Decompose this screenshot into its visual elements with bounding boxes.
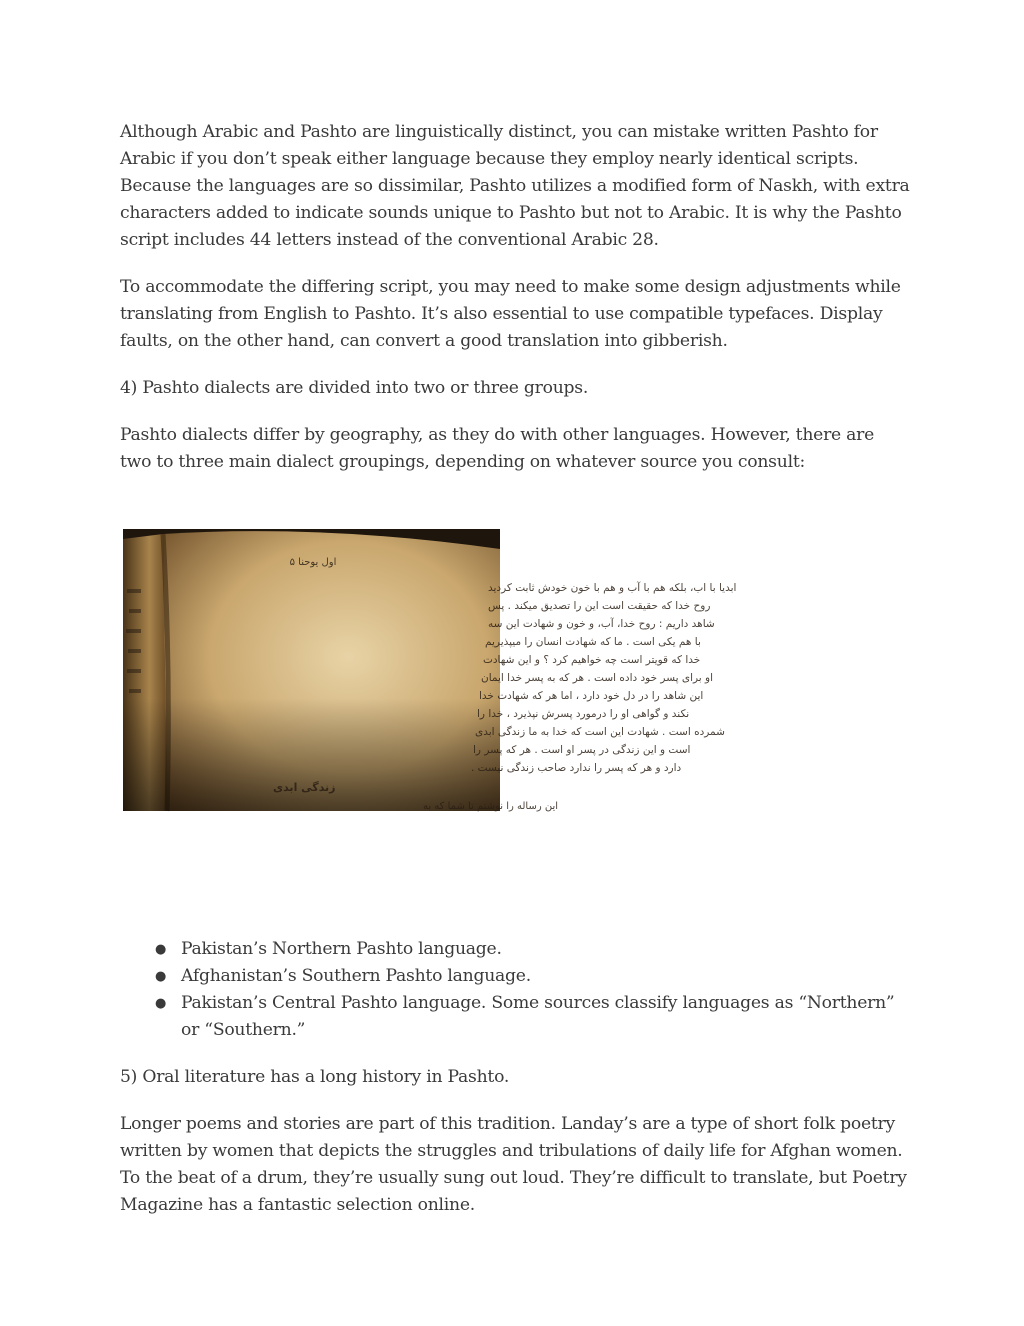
book-line-6: او برای پسر خود داده است . هر که به پسر خدا ایمان [481,672,714,684]
paragraph-script: To accommodate the differing script, you may need to make some design adjustments while translating from English to Pashto. It’s also essential to use compatible typefaces. Display faults, on the other hand, can convert a good translation into gibberish. [120,277,901,351]
list-item [120,963,910,990]
book-line-1: ابدیا با اب، بلکه هم با آب و هم با خون خودش ثابت کردید [488,582,737,594]
book-line-3: شاهد داریم : روح خدا، آب، و خون و شهادت این سه [488,618,715,630]
book-line-9: شمرده است . شهادت این است که خدا به ما زندگی ابدی [475,726,725,738]
list-item [120,990,910,1044]
book-page-header: اول یوحنا ۵ [289,557,337,568]
book-line-4: با هم یکی است . ما که شهادت انسان را میپذیریم [485,636,701,648]
figure-container [120,529,910,936]
book-line-5: خدا که قویتر است چه خواهیم کرد ؟ و این شهادت [483,654,701,666]
bullet-icon: ● [155,969,167,984]
document-page [120,119,910,1239]
paragraph-oral: Longer poems and stories are part of this tradition. Landay’s are a type of short folk poetry written by women that depicts the struggles and tribulations of daily life for Afghan women. To the beat of a drum, they’re usually sung out loud. They’re difficult to translate, but Poetry Magazine has a fantastic selection online. [120,1114,907,1215]
book-bottom-line: این رساله را نوشتم تا شما که به [423,801,558,812]
open-book-photo-icon [123,529,737,812]
list-item-text: Afghanistan’s Southern Pashto language. [181,966,531,986]
heading-oral-literature: 5) Oral literature has a long history in Pashto. [120,1067,510,1087]
list-item-text: Pakistan’s Central Pashto language. Some sources classify languages as “Northern” or “Southern.” [181,993,895,1040]
book-line-7: این شاهد را در دل خود دارد ، اما هر که شهادت خدا [479,690,704,702]
bullet-icon: ● [155,996,167,1011]
open-book-photo [123,529,737,812]
book-section-title: زندگی ابدی [273,781,336,794]
book-line-11: دارد و هر که پسر را ندارد صاحب زندگی نیست . [471,762,682,774]
dialect-list [120,936,910,1044]
bullet-icon: ● [155,942,167,957]
book-line-2: روح خدا که حقیقت است این را تصدیق میکند . پس [488,600,711,612]
book-line-8: نکند و گواهی او را درمورد پسرش نپذیرد ، خدا را [477,708,690,720]
list-item [120,936,910,963]
paragraph-intro: Although Arabic and Pashto are linguistically distinct, you can mistake written Pashto for Arabic if you don’t speak either language because they employ nearly identical scripts. Because the languages are so dissimilar, Pashto utilizes a modified form of Naskh, with extra characters added to indicate sounds unique to Pashto but not to Arabic. It is why the Pashto script includes 44 letters instead of the conventional Arabic 28. [120,122,910,250]
book-line-10: است و این زندگی در پسر او است . هر که پسر را [473,744,691,756]
paragraph-dialects: Pashto dialects differ by geography, as they do with other languages. However, there are two to three main dialect groupings, depending on whatever source you consult: [120,425,875,472]
list-item-text: Pakistan’s Northern Pashto language. [181,939,502,959]
heading-dialect-groups: 4) Pashto dialects are divided into two or three groups. [120,378,589,398]
